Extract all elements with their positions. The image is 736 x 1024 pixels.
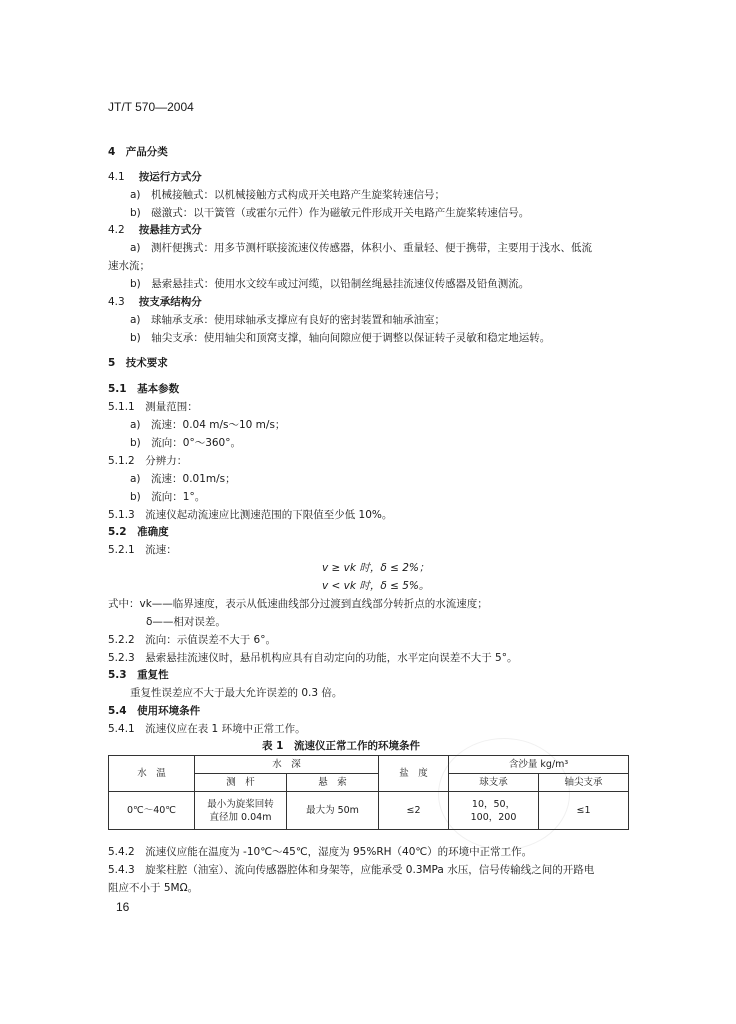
header-salinity: 盐 度 — [379, 756, 449, 792]
cell-salinity: ≤2 — [379, 792, 449, 830]
item-5-1-2-b: b) 流向：1°。 — [130, 491, 206, 503]
header-water-temp: 水 温 — [109, 756, 195, 792]
item-4-1-a: a) 机械接触式：以机械接触方式构成开关电路产生旋桨转速信号； — [130, 189, 446, 201]
section-5-1-3: 5.1.3 流速仪起动流速应比测速范围的下限值至少低 10%。 — [108, 509, 393, 521]
section-5-4-heading: 5.4 使用环境条件 — [108, 705, 201, 717]
section-5-3-text: 重复性误差应不大于最大允许误差的 0.3 倍。 — [130, 687, 343, 699]
section-title: 按悬挂方式分 — [138, 224, 202, 236]
item-4-1-b: b) 磁激式：以干簧管（或霍尔元件）作为磁敏元件形成开关电路产生旋桨转速信号。 — [130, 207, 530, 219]
where-clause-delta: δ——相对误差。 — [146, 616, 226, 628]
section-4-1-heading — [108, 170, 202, 184]
cell-rod-line1: 最小为旋桨回转 — [207, 798, 274, 810]
header-sediment: 含沙量 kg/m³ — [449, 756, 629, 774]
item-4-3-a: a) 球轴承支承：使用球轴承支撑应有良好的密封装置和轴承油室； — [130, 314, 446, 326]
header-ball-bearing: 球支承 — [449, 774, 539, 792]
section-5-1-2: 5.1.2 分辨力： — [108, 455, 188, 467]
section-title: 按支承结构分 — [138, 296, 202, 308]
section-5-4-2: 5.4.2 流速仪应能在温度为 -10℃～45℃，湿度为 95%RH（40℃）的环境中正常工作。 — [108, 846, 533, 858]
section-5-4-3-line1: 5.4.3 旋桨柱腔（油室）、流向传感器腔体和身架等，应能承受 0.3MPa 水压，信号传输线之间的开路电 — [108, 864, 595, 876]
where-clause-vk: 式中：vk——临界速度，表示从低速曲线部分过渡到直线部分转折点的水流速度； — [108, 598, 488, 610]
environment-table — [108, 755, 629, 830]
section-5-4-1: 5.4.1 流速仪应在表 1 环境中正常工作。 — [108, 723, 306, 735]
cell-water-temp: 0℃～40℃ — [109, 792, 195, 830]
section-title: 按运行方式分 — [138, 171, 202, 183]
section-5-2-3: 5.2.3 悬索悬挂流速仪时，悬吊机构应具有自动定向的功能，水平定向误差不大于 5°。 — [108, 652, 518, 664]
cell-ball-line1: 10，50， — [471, 798, 516, 810]
section-5-1-1: 5.1.1 测量范围： — [108, 401, 198, 413]
item-5-1-1-a: a) 流速：0.04 m/s～10 m/s； — [130, 419, 286, 431]
formula-1: v ≥ vk 时，δ ≤ 2%； — [322, 562, 430, 574]
section-5-heading: 5 技术要求 — [108, 357, 168, 369]
item-5-1-2-a: a) 流速：0.01m/s； — [130, 473, 236, 485]
header-rod: 测 杆 — [195, 774, 287, 792]
item-4-2-a-line2: 速水流； — [108, 260, 150, 272]
section-number: 4.1 — [108, 171, 125, 183]
section-5-1-heading: 5.1 基本参数 — [108, 383, 180, 395]
section-4-3-heading — [108, 295, 202, 309]
item-4-3-b: b) 轴尖支承：使用轴尖和顶窝支撑，轴向间隙应便于调整以保证转子灵敏和稳定地运转。 — [130, 332, 551, 344]
table-title: 表 1 流速仪正常工作的环境条件 — [262, 740, 420, 752]
header-cable: 悬 索 — [287, 774, 379, 792]
section-5-2-heading: 5.2 准确度 — [108, 526, 169, 538]
item-4-2-b: b) 悬索悬挂式：使用水文绞车或过河缆，以铅制丝绳悬挂流速仪传感器及铅鱼测流。 — [130, 278, 530, 290]
cell-rod — [195, 792, 287, 830]
header-pivot-bearing: 轴尖支承 — [539, 774, 629, 792]
cell-ball-line2: 100，200 — [470, 811, 517, 823]
header-water-depth: 水 深 — [195, 756, 379, 774]
section-4-heading: 4 产品分类 — [108, 146, 168, 158]
standard-header: JT/T 570—2004 — [108, 100, 194, 114]
formula-2: v < vk 时，δ ≤ 5%。 — [322, 580, 430, 592]
section-5-2-2: 5.2.2 流向：示值误差不大于 6°。 — [108, 634, 276, 646]
section-5-3-heading: 5.3 重复性 — [108, 669, 169, 681]
section-4-2-heading — [108, 223, 202, 237]
cell-rod-line2: 直径加 0.04m — [209, 811, 272, 823]
item-5-1-1-b: b) 流向：0°～360°。 — [130, 437, 241, 449]
table-row — [109, 792, 629, 830]
cell-ball-bearing — [449, 792, 539, 830]
page-number: 16 — [116, 900, 130, 914]
section-5-2-1: 5.2.1 流速： — [108, 544, 177, 556]
section-number: 4.2 — [108, 224, 125, 236]
section-number: 4.3 — [108, 296, 125, 308]
table-header-row-1 — [109, 756, 629, 774]
cell-cable: 最大为 50m — [287, 792, 379, 830]
section-5-4-3-line2: 阻应不小于 5MΩ。 — [108, 882, 199, 894]
item-4-2-a-line1: a) 测杆便携式：用多节测杆联接流速仪传感器，体积小、重量轻、便于携带，主要用于浅水、低流 — [130, 242, 593, 254]
cell-pivot-bearing: ≤1 — [539, 792, 629, 830]
